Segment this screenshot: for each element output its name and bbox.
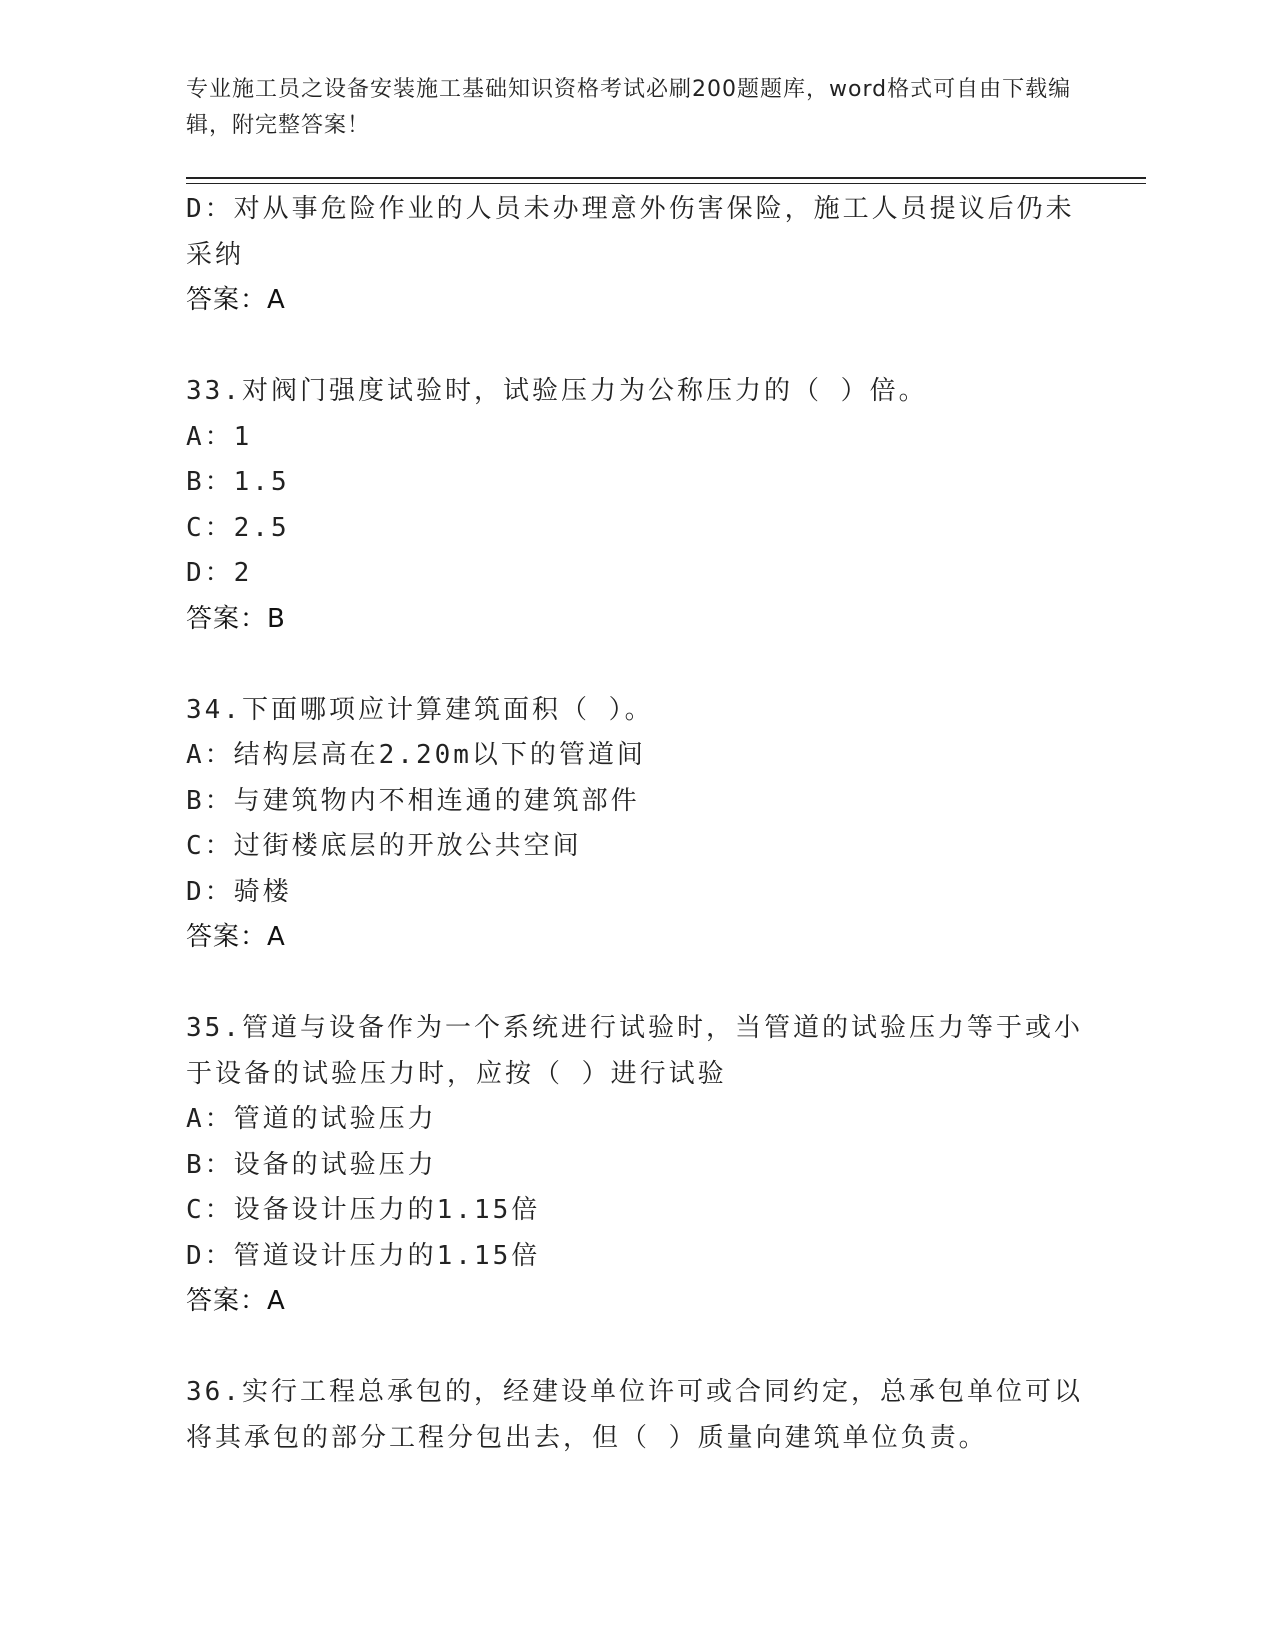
header-divider-thin bbox=[186, 183, 1146, 184]
question-34-answer: 答案：A bbox=[186, 922, 286, 952]
question-34-option-d: D：骑楼 bbox=[186, 876, 292, 907]
question-34-option-b: B：与建筑物内不相连通的建筑部件 bbox=[186, 785, 640, 816]
question-33-option-c: C：2.5 bbox=[186, 512, 290, 543]
question-33-answer: 答案：B bbox=[186, 603, 286, 634]
header-divider-thick bbox=[186, 177, 1146, 179]
question-35-option-b: B：设备的试验压力 bbox=[186, 1149, 437, 1180]
document-header bbox=[186, 72, 1086, 144]
question-33-option-a: A：1 bbox=[186, 421, 253, 452]
question-33-option-d: D：2 bbox=[186, 558, 253, 588]
spacer bbox=[186, 642, 1086, 688]
question-35 bbox=[186, 1006, 1086, 1325]
spacer bbox=[186, 324, 1086, 370]
question-36-text: 36.实行工程总承包的，经建设单位许可或合同约定，总承包单位可以将其承包的部分工程分包出去，但（ ）质量向建筑单位负责。 bbox=[186, 1377, 1083, 1453]
question-34 bbox=[186, 688, 1086, 961]
spacer bbox=[186, 1325, 1086, 1371]
question-list bbox=[186, 187, 1086, 1461]
prev-question-answer: 答案：A bbox=[186, 285, 286, 315]
question-34-option-a: A：结构层高在2.20m以下的管道间 bbox=[186, 740, 646, 770]
question-33 bbox=[186, 369, 1086, 642]
question-33-text: 33.对阀门强度试验时，试验压力为公称压力的（ ）倍。 bbox=[186, 376, 928, 406]
prev-question-option-d: D：对从事危险作业的人员未办理意外伤害保险，施工人员提议后仍未采纳 bbox=[186, 194, 1075, 270]
header-title: 专业施工员之设备安装施工基础知识资格考试必刷200题题库，word格式可自由下载编辑，附完整答案！ bbox=[186, 77, 1072, 138]
spacer bbox=[186, 961, 1086, 1007]
question-35-answer: 答案：A bbox=[186, 1286, 286, 1316]
question-34-option-c: C：过街楼底层的开放公共空间 bbox=[186, 831, 582, 861]
question-34-text: 34.下面哪项应计算建筑面积（ ）。 bbox=[186, 694, 654, 725]
question-36 bbox=[186, 1370, 1086, 1461]
question-35-text: 35.管道与设备作为一个系统进行试验时，当管道的试验压力等于或小于设备的试验压力时，应按（ ）进行试验 bbox=[186, 1013, 1083, 1089]
question-33-option-b: B：1.5 bbox=[186, 467, 290, 497]
question-35-option-a: A：管道的试验压力 bbox=[186, 1104, 437, 1134]
question-35-option-d: D：管道设计压力的1.15倍 bbox=[186, 1240, 541, 1271]
question-35-option-c: C：设备设计压力的1.15倍 bbox=[186, 1195, 541, 1225]
